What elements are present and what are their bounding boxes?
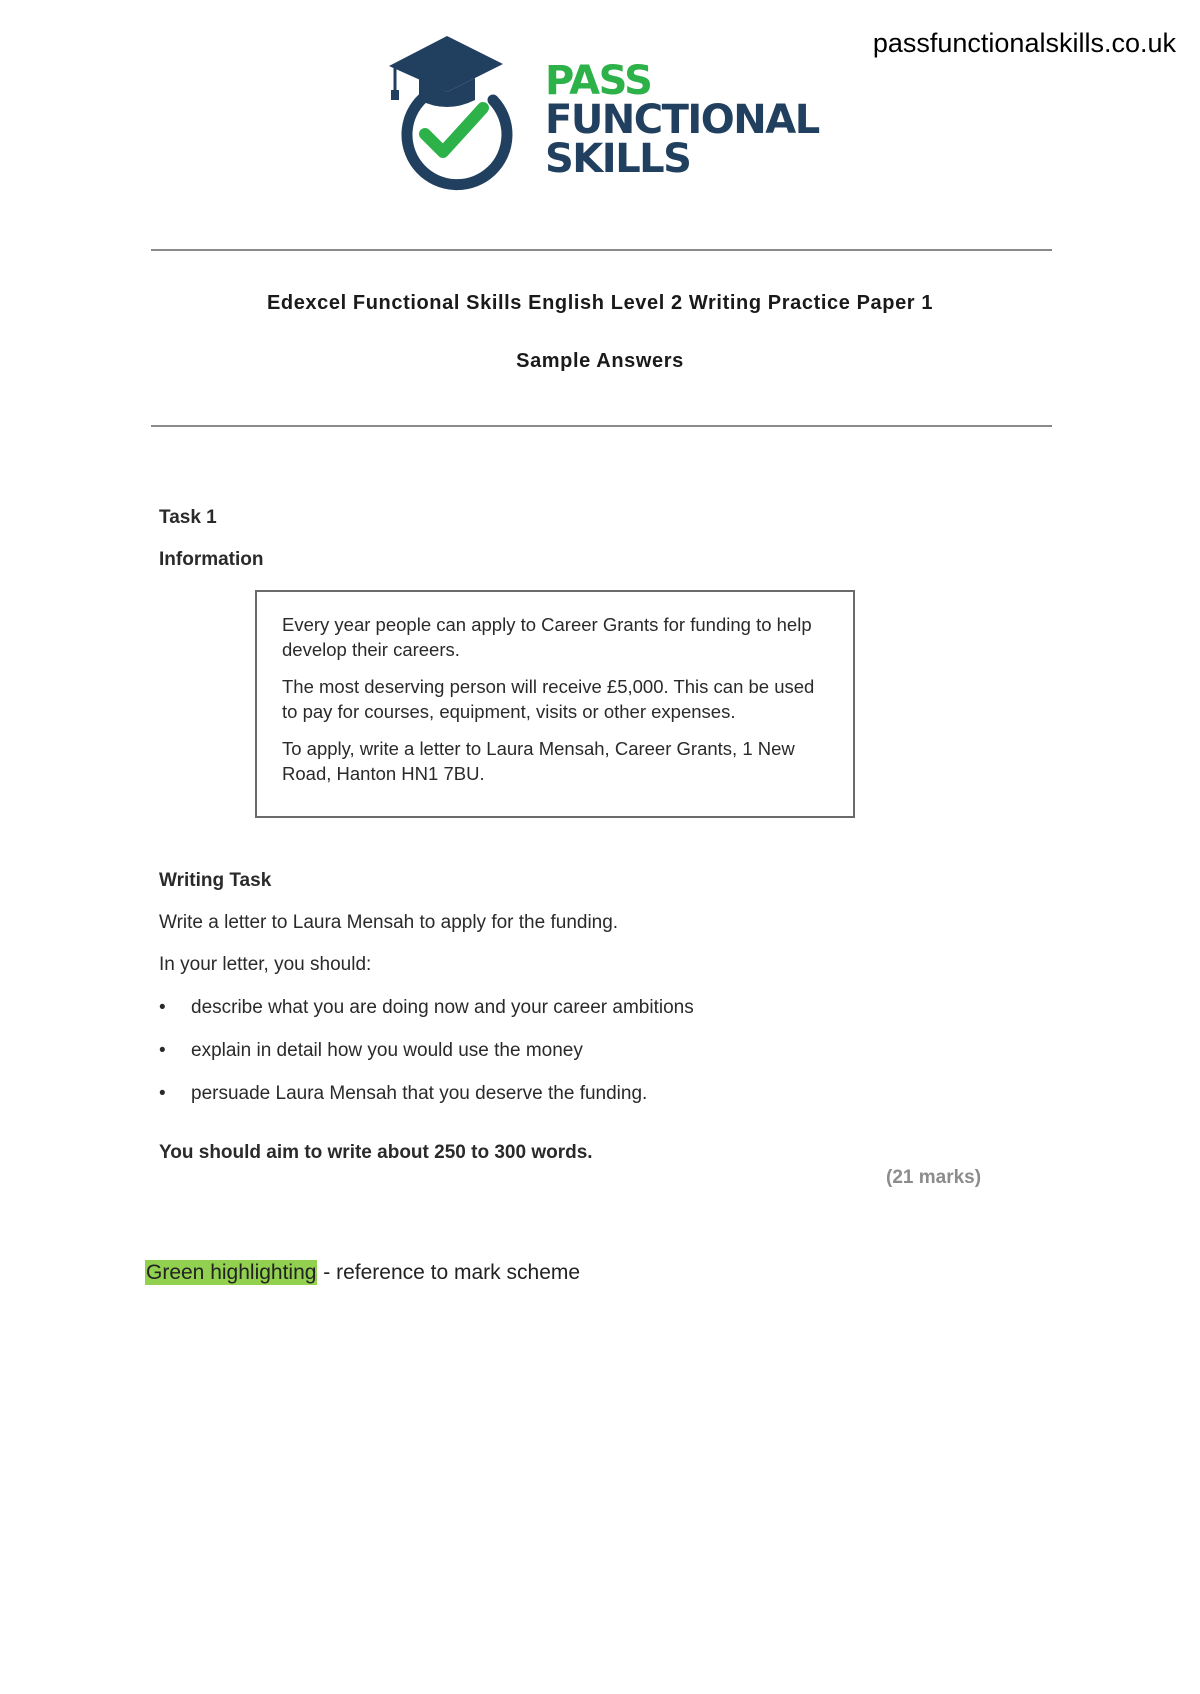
highlight-legend bbox=[145, 1261, 580, 1285]
bullet-icon: • bbox=[159, 1083, 166, 1104]
word-count-aim: You should aim to write about 250 to 300 words. bbox=[159, 1142, 593, 1163]
bottom-divider bbox=[151, 425, 1052, 427]
paper-subtitle: Sample Answers bbox=[516, 350, 684, 372]
marks-label: (21 marks) bbox=[886, 1167, 982, 1188]
logo-line-skills: SKILLS bbox=[545, 136, 691, 182]
logo-wordmark bbox=[545, 58, 819, 182]
writing-instruction: Write a letter to Laura Mensah to apply for the funding. bbox=[159, 912, 619, 933]
bullet-icon: • bbox=[159, 1040, 166, 1061]
bullet-text: explain in detail how you would use the money bbox=[191, 1040, 583, 1061]
writing-prompt: In your letter, you should: bbox=[159, 954, 372, 975]
list-item bbox=[159, 1083, 694, 1126]
highlight-sample: Green highlighting bbox=[146, 1261, 317, 1284]
list-item bbox=[159, 1040, 694, 1083]
information-paragraph: To apply, write a letter to Laura Mensah, Career Grants, 1 New Road, Hanton HN1 7BU. bbox=[282, 738, 795, 784]
information-heading: Information bbox=[159, 549, 264, 570]
logo bbox=[385, 34, 825, 194]
writing-task-heading: Writing Task bbox=[159, 870, 272, 891]
information-paragraph: The most deserving person will receive £5,000. This can be used to pay for courses, equipment, visits or other expenses. bbox=[282, 676, 815, 722]
paper-title: Edexcel Functional Skills English Level 2 Writing Practice Paper 1 bbox=[266, 292, 934, 314]
top-divider bbox=[151, 249, 1052, 251]
legend-description: - reference to mark scheme bbox=[317, 1261, 581, 1284]
logo-line-pass: PASS bbox=[545, 58, 652, 104]
graduation-cap-check-icon bbox=[385, 34, 535, 194]
bullet-text: persuade Laura Mensah that you deserve the funding. bbox=[191, 1083, 648, 1104]
bullet-text: describe what you are doing now and your career ambitions bbox=[191, 997, 694, 1018]
site-url: passfunctionalskills.co.uk bbox=[872, 28, 1176, 58]
information-paragraph: Every year people can apply to Career Grants for funding to help develop their careers. bbox=[282, 614, 812, 660]
task-heading: Task 1 bbox=[159, 507, 217, 528]
bullet-icon: • bbox=[159, 997, 166, 1018]
list-item bbox=[159, 997, 694, 1040]
information-box bbox=[255, 590, 855, 818]
task-bullet-list bbox=[159, 997, 694, 1126]
logo-line-functional: FUNCTIONAL bbox=[545, 97, 819, 143]
